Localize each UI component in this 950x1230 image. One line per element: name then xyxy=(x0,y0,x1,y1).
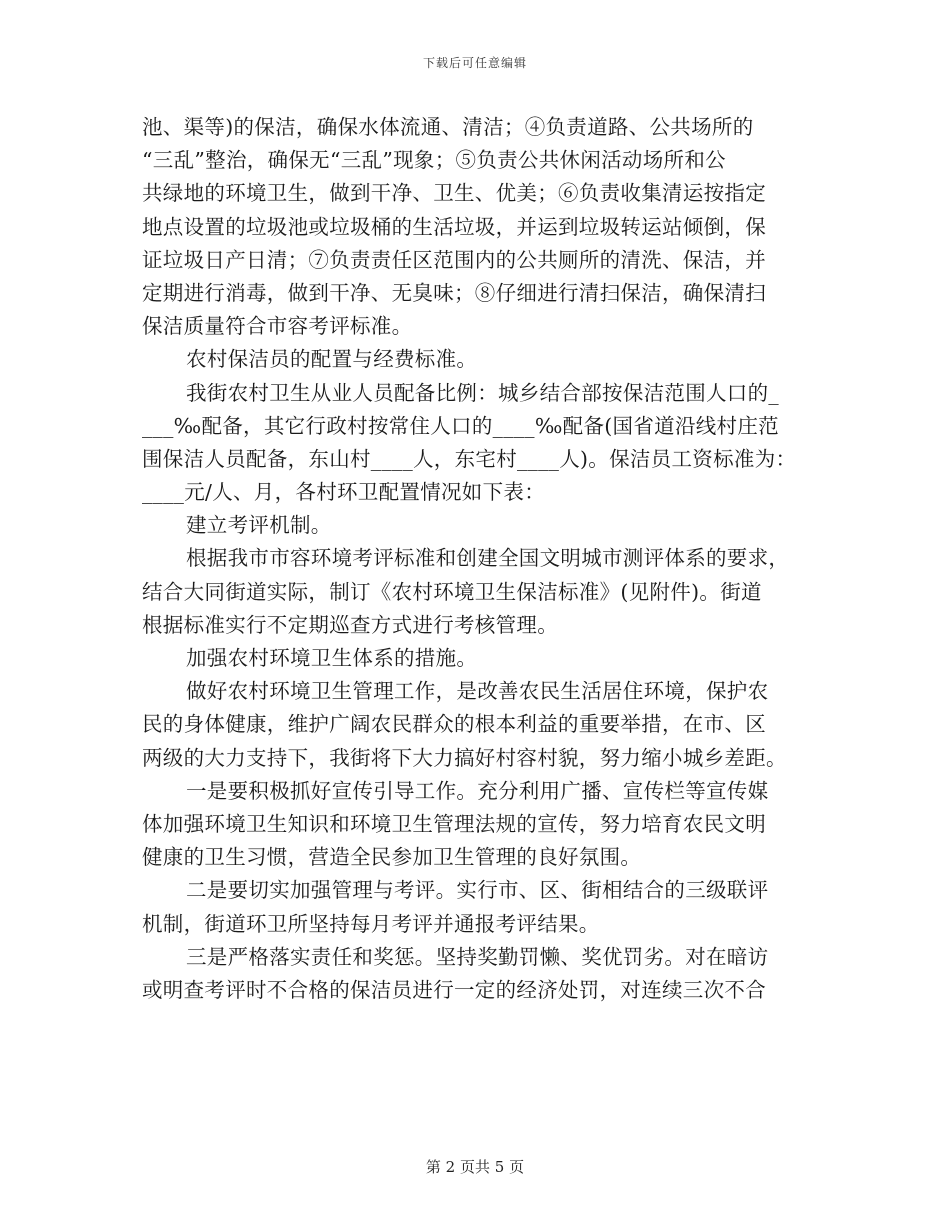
text-line: 地点设置的垃圾池或垃圾桶的生活垃圾，并运到垃圾转运站倾倒，保 xyxy=(142,214,766,239)
text-line: 一是要积极抓好宣传引导工作。充分利用广播、宣传栏等宣传媒 xyxy=(186,778,769,803)
text-line: 三是严格落实责任和奖惩。坚持奖勤罚懒、奖优罚劣。对在暗访 xyxy=(186,944,769,969)
text-line: ___‰配备，其它行政村按常住人口的____‰配备(国省道沿线村庄范 xyxy=(142,413,779,438)
document-body xyxy=(142,111,802,1007)
text-line: 结合大同街道实际，制订《农村环境卫生保洁标准》(见附件)。街道 xyxy=(142,579,762,604)
section-heading: 农村保洁员的配置与经费标准。 xyxy=(186,347,478,372)
text-line: 证垃圾日产日清；⑦负责责任区范围内的公共厕所的清洗、保洁，并 xyxy=(142,247,766,272)
text-line: ____元/人、月，各村环卫配置情况如下表： xyxy=(142,480,546,505)
text-line: 池、渠等)的保洁，确保水体流通、清洁；④负责道路、公共场所的 xyxy=(142,115,754,139)
text-line: 根据我市市容环境考评标准和创建全国文明城市测评体系的要求， xyxy=(186,546,790,571)
text-line: 共绿地的环境卫生，做到干净、卫生、优美；⑥负责收集清运按指定 xyxy=(142,181,766,206)
text-line: 民的身体健康，维护广阔农民群众的根本利益的重要举措，在市、区 xyxy=(142,712,766,737)
page-header: 下载后可任意编辑 xyxy=(422,56,527,70)
text-line: 定期进行消毒，做到干净、无臭味；⑧仔细进行清扫保洁，确保清扫 xyxy=(142,280,766,305)
text-line: 保洁质量符合市容考评标准。 xyxy=(142,314,413,339)
text-line: 围保洁人员配备，东山村____人，东宅村____人)。保洁员工资标准为： xyxy=(142,446,797,471)
text-line: 根据标准实行不定期巡查方式进行考核管理。 xyxy=(142,612,558,637)
section-heading: 加强农村环境卫生体系的措施。 xyxy=(186,646,478,670)
text-line: 做好农村环境卫生管理工作，是改善农民生活居住环境，保护农 xyxy=(186,679,769,704)
text-line: 健康的卫生习惯，营造全民参加卫生管理的良好氛围。 xyxy=(142,845,642,870)
text-line: 机制，街道环卫所坚持每月考评并通报考评结果。 xyxy=(142,911,600,936)
text-line: 我街农村卫生从业人员配备比例：城乡结合部按保洁范围人口的_ xyxy=(186,380,779,405)
page-number: 第 2 页共 5 页 xyxy=(425,1158,525,1176)
text-line: “三乱”整治，确保无“三乱”现象；⑤负责公共休闲活动场所和公 xyxy=(142,148,726,173)
text-line: 或明查考评时不合格的保洁员进行一定的经济处罚，对连续三次不合 xyxy=(142,977,766,1002)
text-line: 两级的大力支持下，我街将下大力搞好村容村貌，努力缩小城乡差距。 xyxy=(142,745,787,770)
text-line: 二是要切实加强管理与考评。实行市、区、街相结合的三级联评 xyxy=(186,878,769,903)
text-line: 体加强环境卫生知识和环境卫生管理法规的宣传，努力培育农民文明 xyxy=(142,811,766,836)
section-heading: 建立考评机制。 xyxy=(186,513,332,538)
